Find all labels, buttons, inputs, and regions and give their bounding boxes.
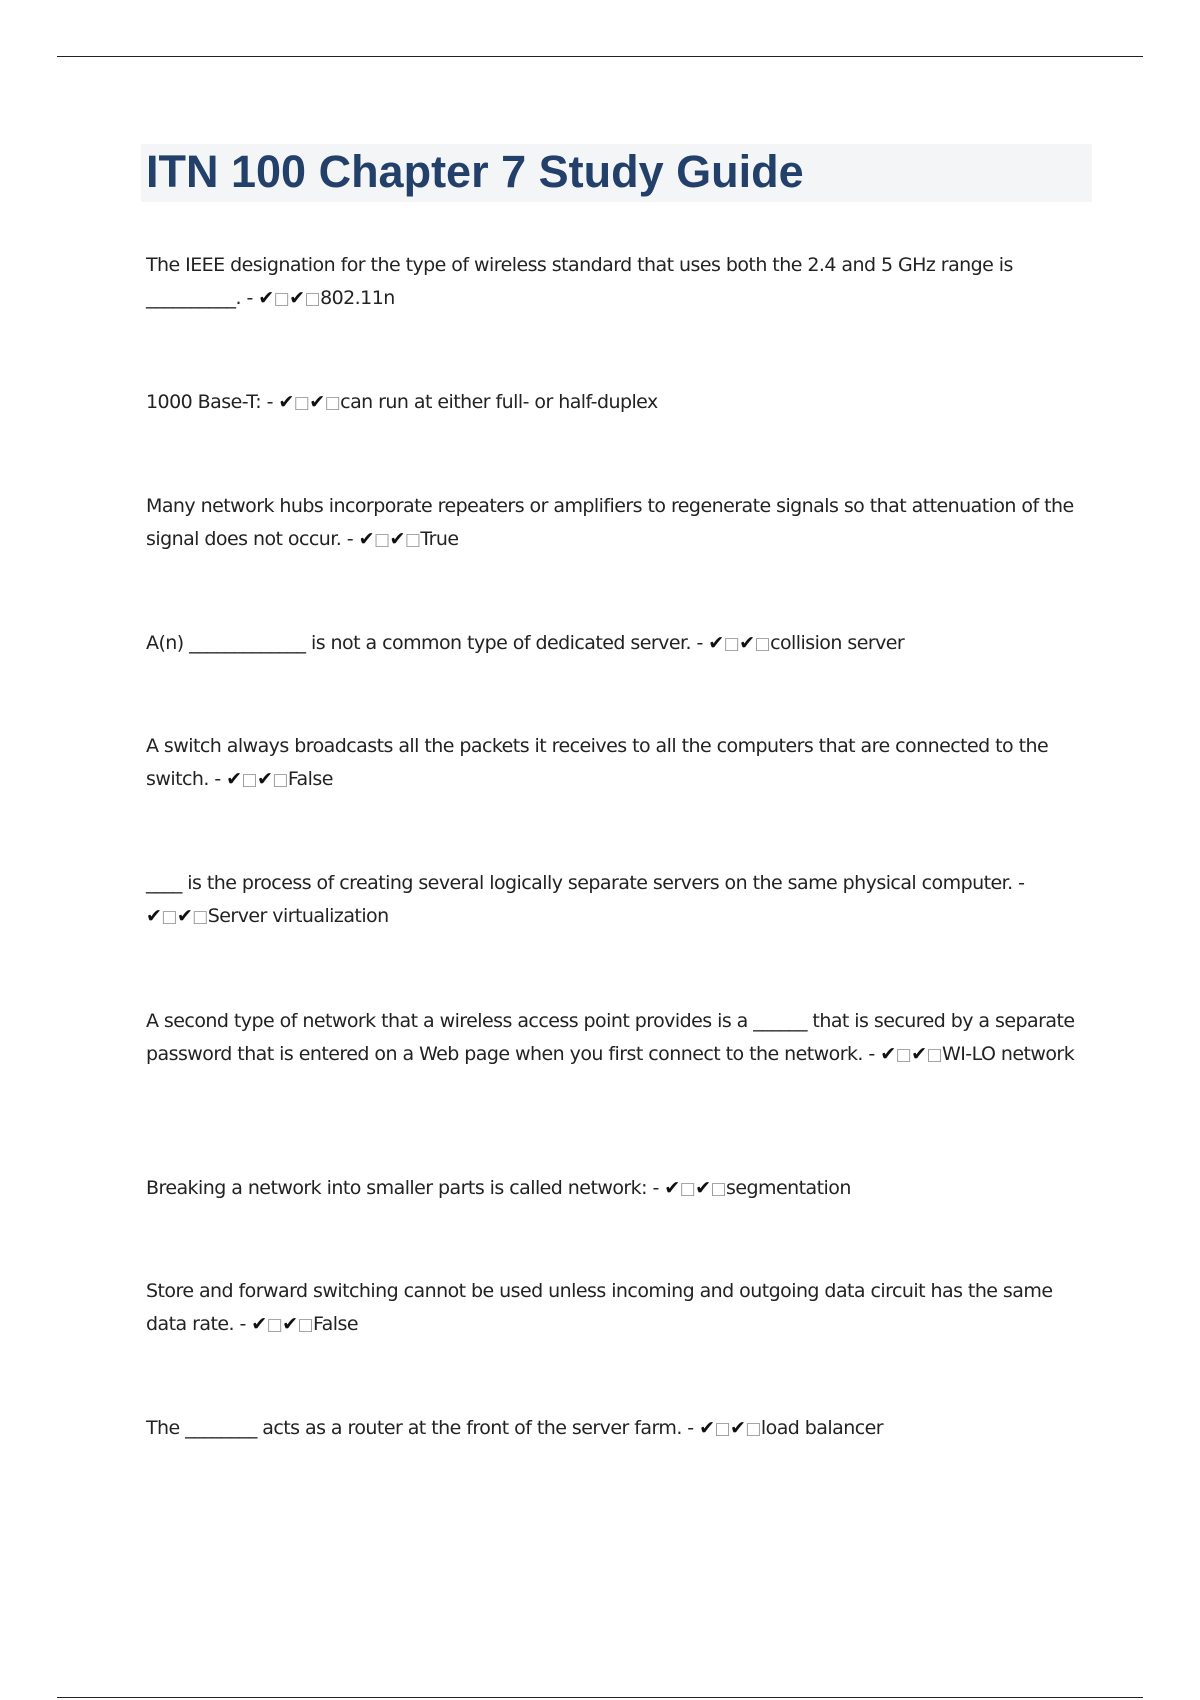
box-glyph-icon: □ bbox=[745, 1419, 761, 1439]
answer-text: WI-LO network bbox=[941, 1042, 1075, 1065]
box-glyph-icon: □ bbox=[926, 1044, 942, 1065]
qa-item-3 bbox=[146, 490, 1096, 556]
check-mark-icon: ✔ bbox=[282, 1312, 298, 1335]
check-mark-icon: ✔ bbox=[309, 391, 325, 413]
box-glyph-icon: □ bbox=[324, 393, 341, 413]
qa-item-8 bbox=[146, 1172, 1096, 1206]
check-mark-icon: ✔ bbox=[176, 904, 193, 927]
answer-text: True bbox=[420, 527, 459, 550]
answer-text: segmentation bbox=[726, 1177, 851, 1199]
box-glyph-icon: □ bbox=[895, 1044, 912, 1065]
question-text: A switch always broadcasts all the packets it receives to all the computers that are connected to the switch. - bbox=[146, 735, 1049, 790]
check-mark-icon: ✔ bbox=[146, 904, 162, 927]
question-text: The ________ acts as a router at the front of the server farm. - bbox=[146, 1417, 700, 1439]
check-mark-icon: ✔ bbox=[257, 767, 273, 790]
qa-item-7 bbox=[146, 1005, 1096, 1071]
check-mark-icon: ✔ bbox=[699, 1417, 715, 1439]
qa-item-5 bbox=[146, 730, 1096, 796]
question-text: ____ is the process of creating several logically separate servers on the same physical computer. - bbox=[146, 872, 1025, 894]
answer-text: Server virtualization bbox=[207, 904, 389, 927]
answer-text: False bbox=[313, 1312, 358, 1335]
box-glyph-icon: □ bbox=[679, 1179, 696, 1199]
qa-item-4 bbox=[146, 627, 1096, 661]
answer-text: False bbox=[287, 767, 333, 790]
check-mark-icon: ✔ bbox=[664, 1177, 680, 1199]
bottom-rule bbox=[57, 1697, 1143, 1698]
check-mark-icon: ✔ bbox=[708, 632, 724, 654]
box-glyph-icon: □ bbox=[272, 769, 288, 790]
check-mark-icon: ✔ bbox=[911, 1042, 927, 1065]
check-mark-icon: ✔ bbox=[389, 527, 405, 550]
check-mark-icon: ✔ bbox=[880, 1042, 896, 1065]
box-glyph-icon: □ bbox=[161, 906, 177, 927]
check-mark-icon: ✔ bbox=[258, 286, 274, 309]
answer-text: load balancer bbox=[760, 1417, 884, 1439]
question-text: Many network hubs incorporate repeaters or amplifiers to regenerate signals so that attenuation of the signal does not occur. - bbox=[146, 495, 1074, 550]
question-text: Store and forward switching cannot be used unless incoming and outgoing data circuit has the same data rate. - bbox=[146, 1280, 1053, 1335]
box-glyph-icon: □ bbox=[404, 529, 421, 550]
qa-item-10 bbox=[146, 1412, 1096, 1446]
box-glyph-icon: □ bbox=[241, 769, 258, 790]
answer-text: collision server bbox=[770, 632, 905, 654]
qa-item-9 bbox=[146, 1275, 1096, 1341]
box-glyph-icon: □ bbox=[373, 529, 390, 550]
question-text: The IEEE designation for the type of wireless standard that uses both the 2.4 and 5 GHz range is __________. - bbox=[146, 254, 1013, 309]
check-mark-icon: ✔ bbox=[695, 1177, 711, 1199]
check-mark-icon: ✔ bbox=[226, 767, 242, 790]
question-text: Breaking a network into smaller parts is called network: - bbox=[146, 1177, 665, 1199]
box-glyph-icon: □ bbox=[293, 393, 310, 413]
check-mark-icon: ✔ bbox=[358, 527, 374, 550]
qa-item-1 bbox=[146, 249, 1096, 315]
box-glyph-icon: □ bbox=[266, 1314, 283, 1335]
question-text: A second type of network that a wireless access point provides is a ______ that is secured by a separate password that is entered on a Web page when you first connect to the network. - bbox=[146, 1010, 1075, 1065]
box-glyph-icon: □ bbox=[710, 1179, 727, 1199]
top-rule bbox=[57, 56, 1143, 57]
question-text: 1000 Base-T: - bbox=[146, 391, 279, 413]
box-glyph-icon: □ bbox=[192, 906, 208, 927]
check-mark-icon: ✔ bbox=[730, 1417, 746, 1439]
box-glyph-icon: □ bbox=[714, 1419, 730, 1439]
check-mark-icon: ✔ bbox=[278, 391, 294, 413]
qa-item-2 bbox=[146, 386, 1096, 420]
question-text: A(n) _____________ is not a common type of dedicated server. - bbox=[146, 632, 709, 654]
box-glyph-icon: □ bbox=[723, 634, 740, 654]
box-glyph-icon: □ bbox=[273, 288, 290, 309]
check-mark-icon: ✔ bbox=[251, 1312, 267, 1335]
answer-text: can run at either full- or half-duplex bbox=[340, 391, 658, 413]
check-mark-icon: ✔ bbox=[289, 286, 305, 309]
page-title: ITN 100 Chapter 7 Study Guide bbox=[146, 146, 804, 197]
qa-item-6 bbox=[146, 867, 1096, 933]
check-mark-icon: ✔ bbox=[739, 632, 755, 654]
box-glyph-icon: □ bbox=[297, 1314, 314, 1335]
box-glyph-icon: □ bbox=[754, 634, 771, 654]
answer-text: 802.11n bbox=[320, 286, 395, 309]
box-glyph-icon: □ bbox=[304, 288, 321, 309]
